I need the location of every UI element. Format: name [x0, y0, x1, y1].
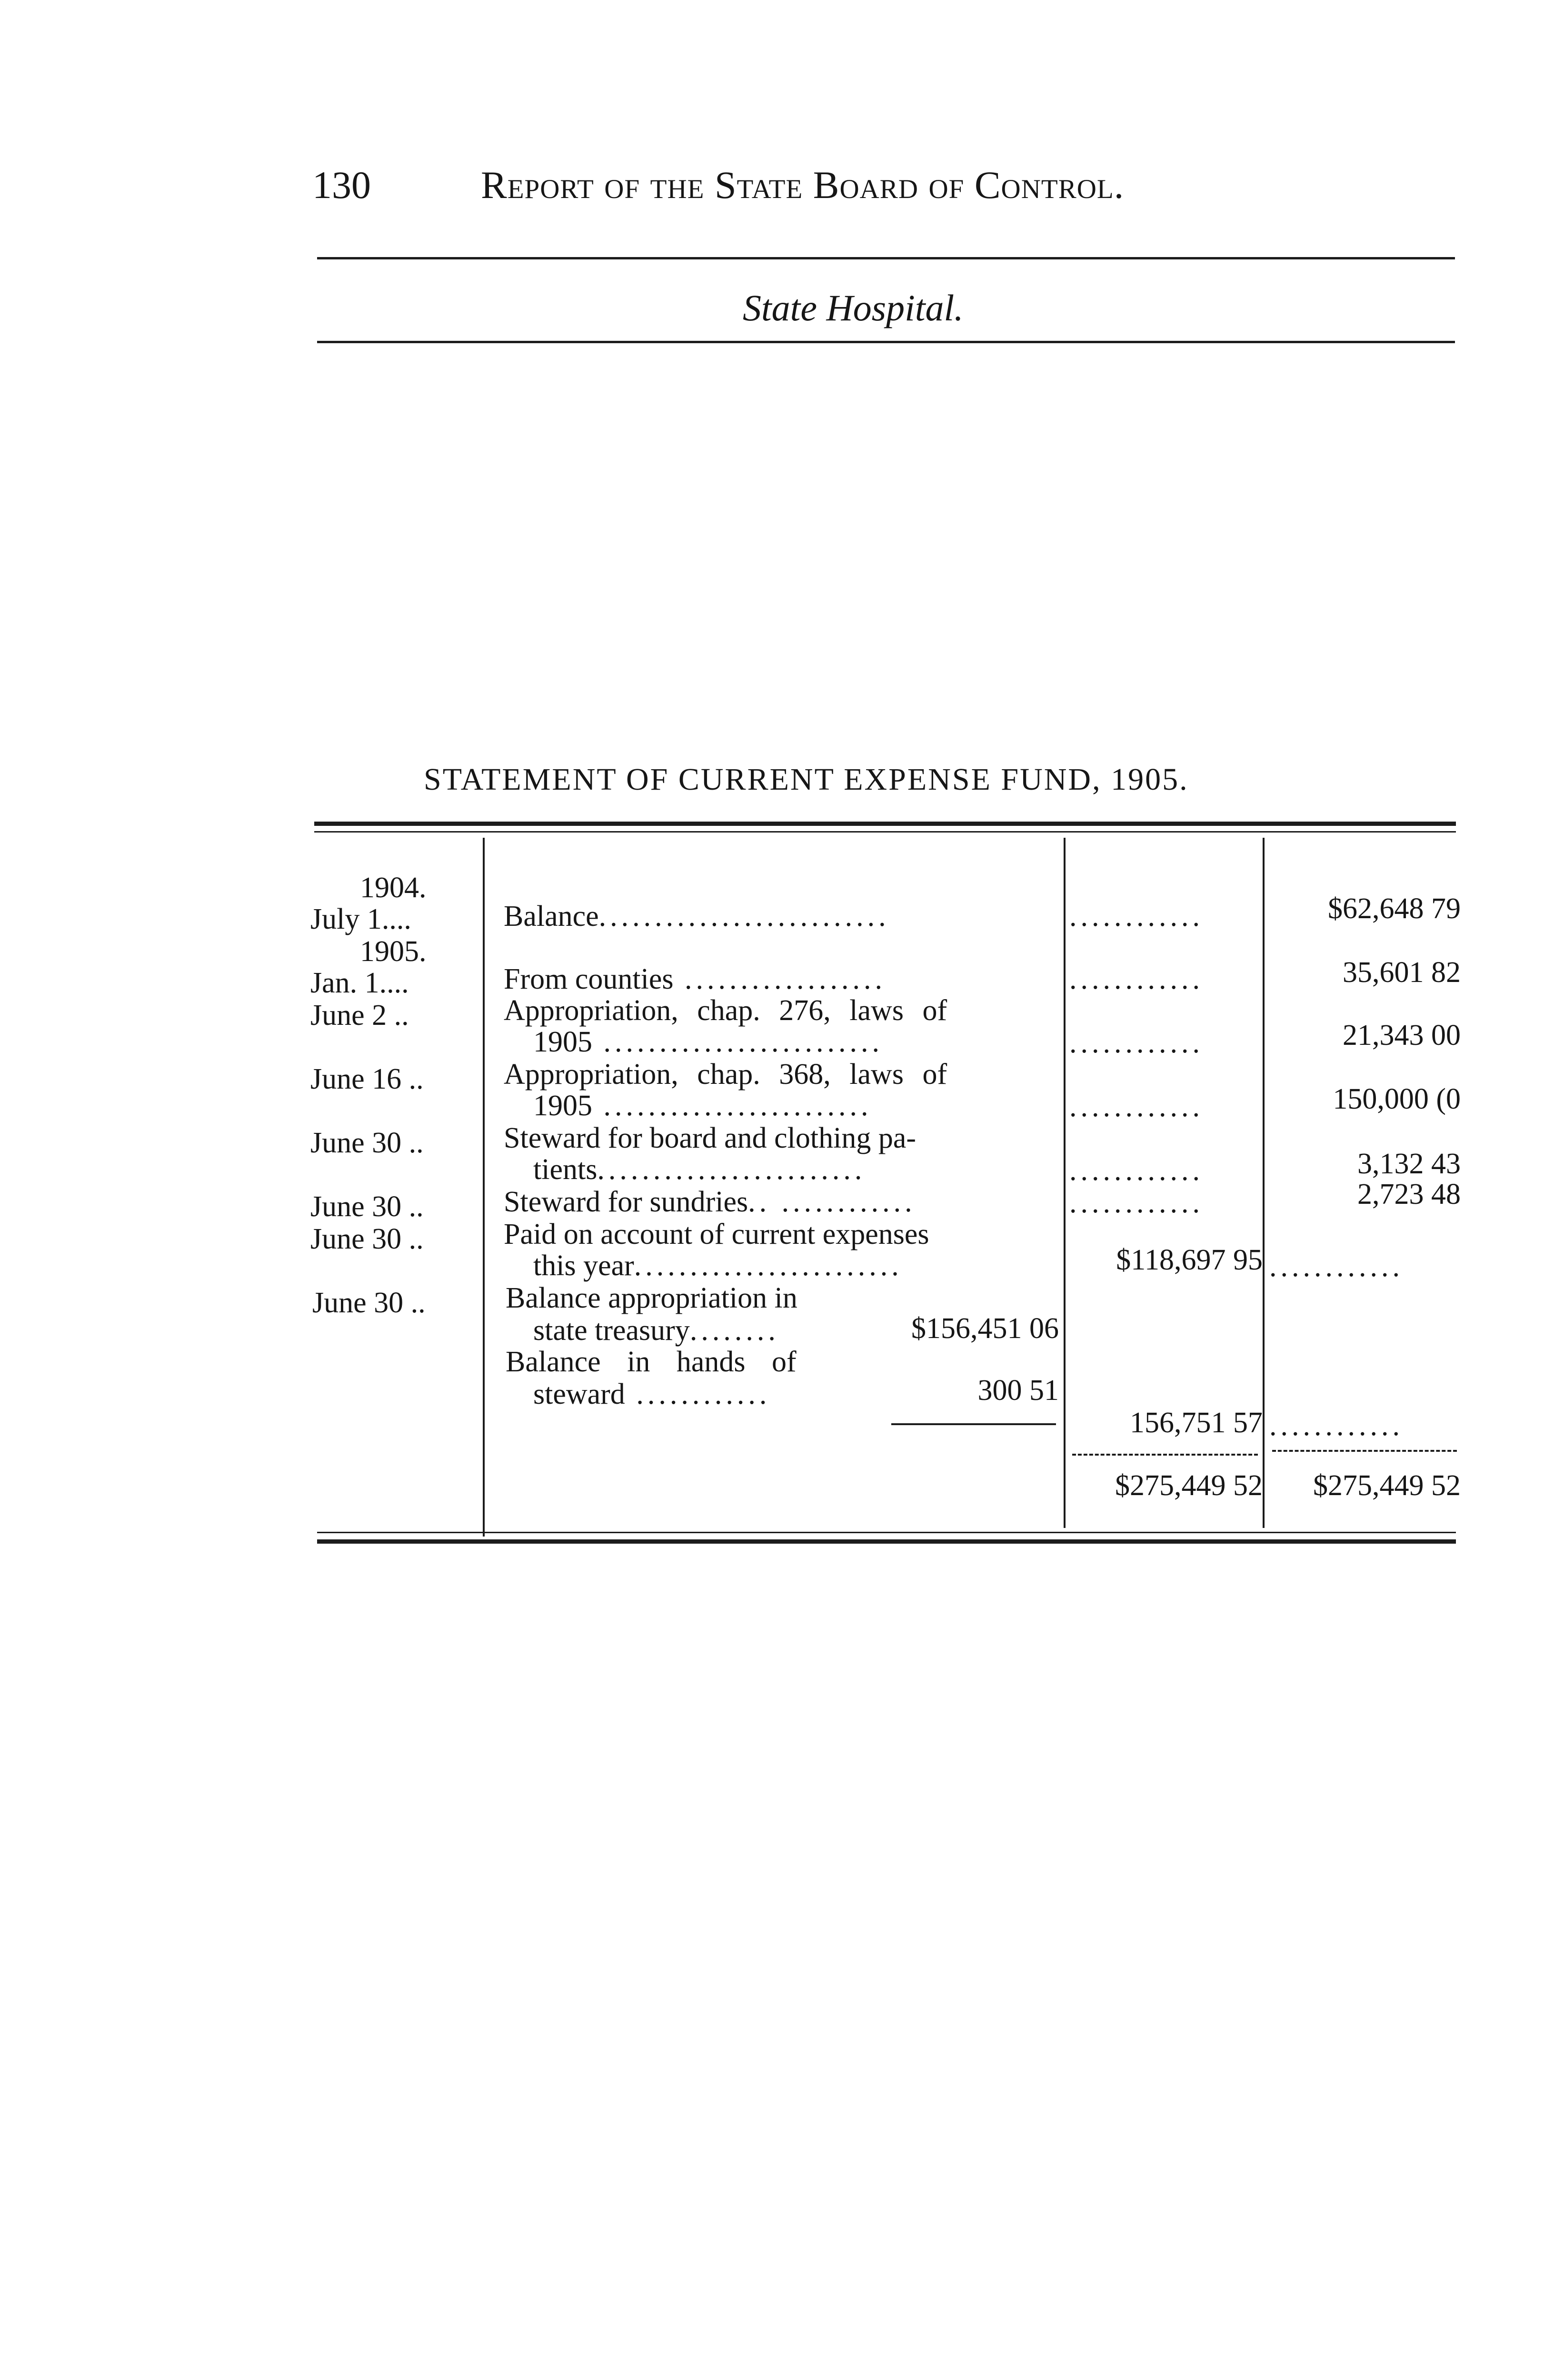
- row-date: June 30 ..: [310, 1127, 424, 1159]
- leader-dots: .........................: [592, 1026, 883, 1058]
- row-description: [506, 1282, 797, 1314]
- receipt-amount: 2,723 48: [1357, 1178, 1461, 1210]
- inner-sum-rule: [891, 1423, 1056, 1425]
- header-rule-top: [317, 257, 1455, 259]
- leader-dots: ............: [625, 1378, 771, 1410]
- row-date: June 30 ..: [312, 1287, 426, 1319]
- leader-dots: .. ............: [748, 1186, 916, 1218]
- page-number: 130: [312, 163, 371, 207]
- row-description-cont: [533, 1250, 903, 1281]
- row-date: June 16 ..: [310, 1063, 424, 1095]
- column-divider-amount: [1263, 838, 1265, 1528]
- payment-amount: 156,751 57: [1130, 1407, 1263, 1439]
- leader-dots: ............: [1069, 1091, 1204, 1123]
- receipt-amount: 3,132 43: [1357, 1148, 1461, 1180]
- leader-dots: ............: [1069, 1154, 1204, 1187]
- table-top-rule: [314, 822, 1456, 826]
- row-date: June 30 ..: [310, 1190, 424, 1223]
- description-line: 1905: [533, 1090, 592, 1122]
- receipt-amount: $62,648 79: [1328, 892, 1461, 925]
- description-line: Balance: [504, 900, 599, 932]
- running-title: Report of the State Board of Control.: [481, 163, 1125, 207]
- row-description: [504, 901, 890, 932]
- description-line: Steward for sundries: [504, 1186, 748, 1218]
- description-line: Balance appropriation in: [506, 1282, 797, 1314]
- receipt-amount: 150,000 (0: [1333, 1083, 1461, 1115]
- leader-dots: ............: [1269, 1250, 1404, 1283]
- row-description: [504, 1186, 916, 1218]
- leader-dots: ............: [1069, 963, 1204, 995]
- description-line: Appropriation, chap. 276, laws of: [504, 994, 947, 1027]
- statement-title: STATEMENT OF CURRENT EXPENSE FUND, 1905.: [424, 762, 1189, 797]
- receipt-amount: 21,343 00: [1343, 1019, 1461, 1051]
- description-line: state treasury: [533, 1314, 690, 1347]
- row-description-cont: [533, 1378, 770, 1410]
- row-description: [504, 1219, 929, 1250]
- section-title: State Hospital.: [743, 287, 964, 328]
- description-line: steward: [533, 1378, 625, 1410]
- row-description: [504, 1122, 916, 1154]
- total-receipts: $275,449 52: [1313, 1469, 1461, 1502]
- row-date: June 2 ..: [310, 999, 409, 1031]
- description-line: this year: [533, 1250, 634, 1282]
- row-description: [506, 1346, 797, 1378]
- table-bottom-rule-thin: [317, 1532, 1456, 1533]
- row-date: Jan. 1....: [310, 967, 409, 999]
- total-payments: $275,449 52: [1115, 1469, 1263, 1502]
- year-heading: 1904.: [360, 872, 427, 904]
- description-line: tients: [533, 1153, 598, 1186]
- receipt-amount: 35,601 82: [1343, 956, 1461, 989]
- row-date: July 1....: [310, 903, 411, 935]
- year-heading: 1905.: [360, 935, 427, 968]
- table-bottom-rule: [317, 1539, 1456, 1544]
- row-description-cont: [533, 1315, 779, 1346]
- row-description-cont: [533, 1090, 872, 1121]
- row-description-cont: [533, 1026, 883, 1058]
- description-line: 1905: [533, 1026, 592, 1058]
- description-line: Steward for board and clothing pa-: [504, 1122, 916, 1154]
- leader-dots: ............: [1269, 1409, 1404, 1442]
- total-rule-payments: [1072, 1454, 1258, 1456]
- description-line: Paid on account of current expenses: [504, 1218, 929, 1250]
- leader-dots: ..........................: [598, 900, 890, 932]
- leader-dots: ............: [1069, 1187, 1204, 1219]
- leader-dots: ........................: [592, 1090, 872, 1122]
- row-date: June 30 ..: [310, 1223, 424, 1255]
- row-description: [504, 1059, 947, 1090]
- leader-dots: ........................: [634, 1250, 903, 1282]
- leader-dots: ........................: [597, 1153, 866, 1186]
- inner-amount: 300 51: [977, 1374, 1059, 1407]
- description-line: Appropriation, chap. 368, laws of: [504, 1058, 947, 1091]
- column-divider-description: [1064, 838, 1066, 1528]
- leader-dots: ............: [1069, 1027, 1204, 1059]
- header-rule-bottom: [317, 341, 1455, 343]
- leader-dots: ........: [689, 1314, 779, 1347]
- total-rule-receipts: [1272, 1450, 1457, 1452]
- description-line: From counties: [504, 963, 674, 995]
- inner-amount: $156,451 06: [911, 1312, 1059, 1345]
- column-divider-date: [483, 838, 485, 1537]
- leader-dots: ............: [1069, 900, 1204, 932]
- leader-dots: ..................: [673, 963, 886, 995]
- row-description-cont: [533, 1154, 866, 1185]
- row-description: [504, 963, 886, 995]
- table-top-rule-thin: [314, 831, 1456, 833]
- description-line: Balance in hands of: [506, 1346, 797, 1378]
- payment-amount: $118,697 95: [1116, 1244, 1263, 1276]
- row-description: [504, 995, 1061, 1026]
